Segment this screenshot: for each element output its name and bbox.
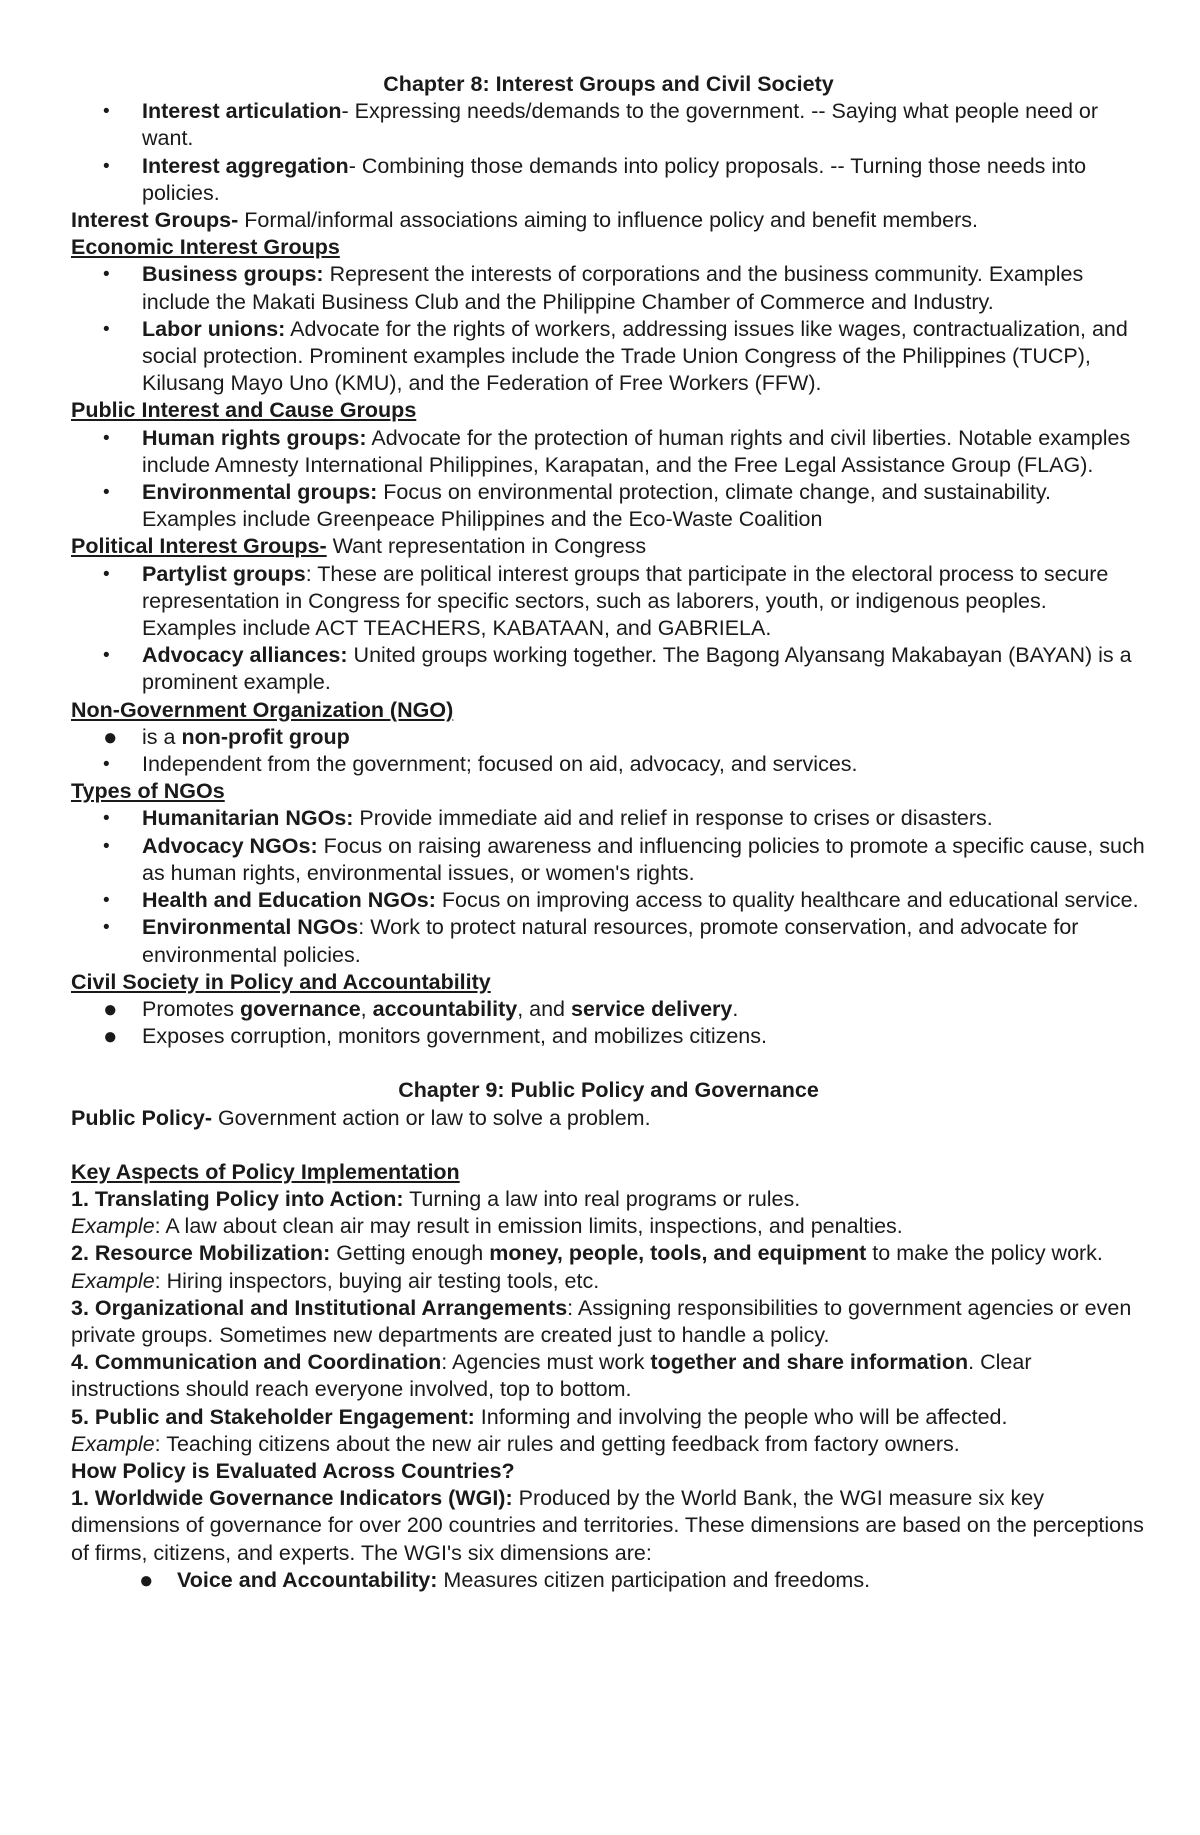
bullet-icon: • <box>103 318 110 340</box>
bullet-icon: • <box>103 754 110 776</box>
list-item: • Health and Education NGOs: Focus on improving access to quality healthcare and educational service. <box>71 887 1146 914</box>
bullet-icon: • <box>103 101 110 123</box>
public-policy-definition: Public Policy- Government action or law to solve a problem. <box>71 1105 651 1130</box>
list-item: ● is a non-profit group <box>103 723 350 751</box>
spacer <box>71 1050 1146 1077</box>
wgi-dimensions-list <box>71 1567 1146 1594</box>
list-item: • Advocacy alliances: United groups working together. The Bagong Alyansang Makabayan (BAYAN) is a prominent example. <box>103 643 1132 695</box>
list-item: • Human rights groups: Advocate for the protection of human rights and civil liberties. Notable examples include Amnesty International Philippines, Karapatan, and the Free Legal Assistance Group (FLAG). <box>103 425 1131 477</box>
aspect-4: 4. Communication and Coordination: Agencies must work together and share information. Clear instructions should reach everyone involved, top to bottom. <box>71 1350 1032 1402</box>
bullet-icon: • <box>103 808 110 830</box>
bullet-icon: ● <box>103 995 118 1023</box>
evaluation-heading: How Policy is Evaluated Across Countries? <box>71 1458 515 1483</box>
aspect-3: 3. Organizational and Institutional Arrangements: Assigning responsibilities to government agencies or even private groups. Sometimes new departments are created just to handle a policy. <box>71 1295 1132 1347</box>
list-item: ● Voice and Accountability: Measures citizen participation and freedoms. <box>139 1566 871 1594</box>
aspect-2: 2. Resource Mobilization: Getting enough money, people, tools, and equipment to make the policy work. <box>71 1241 1103 1266</box>
bullet-icon: • <box>103 645 110 667</box>
bullet-icon: • <box>103 890 110 912</box>
bullet-icon: • <box>103 427 110 449</box>
bullet-icon: • <box>103 563 110 585</box>
document-page <box>71 71 1146 1594</box>
bullet-icon: • <box>103 835 110 857</box>
chapter-9-title: Chapter 9: Public Policy and Governance <box>398 1078 819 1103</box>
economic-list <box>71 261 1146 397</box>
list-item: • Environmental NGOs: Work to protect natural resources, promote conservation, and advocate for environmental policies. <box>103 915 1079 967</box>
bullet-icon: • <box>103 482 110 504</box>
bullet-icon: • <box>103 917 110 939</box>
wgi-paragraph: 1. Worldwide Governance Indicators (WGI): Produced by the World Bank, the WGI measure six key dimensions of governance for over 200 countries and territories. These dimensions are based on the perceptions of firms, citizens, and experts. The WGI's six dimensions are: <box>71 1486 1144 1565</box>
list-item: • Environmental groups: Focus on environmental protection, climate change, and sustainability. Examples include Greenpeace Philippines and the Eco-Waste Coalition <box>103 480 1051 532</box>
ngo-list <box>71 724 1146 778</box>
list-item: • Independent from the government; focused on aid, advocacy, and services. <box>71 751 1146 778</box>
articulation-list <box>71 98 1146 207</box>
chapter-8-title: Chapter 8: Interest Groups and Civil Society <box>383 72 834 96</box>
aspect-2-example: Example: Hiring inspectors, buying air testing tools, etc. <box>71 1268 600 1293</box>
list-item: ● Exposes corruption, monitors government, and mobilizes citizens. <box>103 1023 767 1051</box>
key-aspects-heading: Key Aspects of Policy Implementation <box>71 1159 460 1184</box>
list-item: • Humanitarian NGOs: Provide immediate aid and relief in response to crises or disasters. <box>71 805 1146 832</box>
ngo-heading: Non-Government Organization (NGO) <box>71 697 454 722</box>
spacer <box>71 1132 1146 1159</box>
list-item: • Labor unions: Advocate for the rights of workers, addressing issues like wages, contractualization, and social protection. Prominent examples include the Trade Union Congress of the Philippines (TUCP), Kilusang Mayo Uno (KMU), and the Federation of Free Workers (FFW). <box>103 316 1128 396</box>
list-item: • Interest articulation- Expressing needs/demands to the government. -- Saying what people need or want. <box>103 99 1099 151</box>
public-interest-list <box>71 425 1146 534</box>
bullet-icon: ● <box>103 723 118 751</box>
list-item: • Interest aggregation- Combining those demands into policy proposals. -- Turning those needs into policies. <box>103 153 1087 205</box>
list-item: • Partylist groups: These are political interest groups that participate in the electoral process to secure representation in Congress for specific sectors, such as laborers, youth, or indigenous peoples. Examples include ACT TEACHERS, KABATAAN, and GABRIELA. <box>103 561 1109 641</box>
bullet-icon: • <box>103 155 110 177</box>
list-item: • Business groups: Represent the interests of corporations and the business community. Examples include the Makati Business Club and the Philippine Chamber of Commerce and Industry. <box>103 262 1084 314</box>
ngo-types-list <box>71 805 1146 968</box>
political-interest-list <box>71 561 1146 697</box>
civil-society-heading: Civil Society in Policy and Accountability <box>71 969 491 994</box>
ngo-types-heading: Types of NGOs <box>71 779 225 804</box>
aspect-1: 1. Translating Policy into Action: Turning a law into real programs or rules. <box>71 1186 801 1211</box>
civil-society-list <box>71 996 1146 1050</box>
aspect-5-example: Example: Teaching citizens about the new air rules and getting feedback from factory owners. <box>71 1431 960 1456</box>
bullet-icon: ● <box>139 1566 154 1594</box>
aspect-1-example: Example: A law about clean air may result in emission limits, inspections, and penalties. <box>71 1214 903 1239</box>
list-item: ● Promotes governance, accountability, and service delivery. <box>103 995 739 1023</box>
aspect-5: 5. Public and Stakeholder Engagement: Informing and involving the people who will be affected. <box>71 1404 1008 1429</box>
economic-heading: Economic Interest Groups <box>71 235 340 260</box>
political-interest-heading: Political Interest Groups- Want representation in Congress <box>71 534 647 559</box>
interest-groups-definition: Interest Groups- Formal/informal associations aiming to influence policy and benefit members. <box>71 208 978 233</box>
public-interest-heading: Public Interest and Cause Groups <box>71 398 417 423</box>
bullet-icon: ● <box>103 1023 118 1051</box>
bullet-icon: • <box>103 264 110 286</box>
list-item: • Advocacy NGOs: Focus on raising awareness and influencing policies to promote a specific cause, such as human rights, environmental issues, or women's rights. <box>103 833 1145 885</box>
